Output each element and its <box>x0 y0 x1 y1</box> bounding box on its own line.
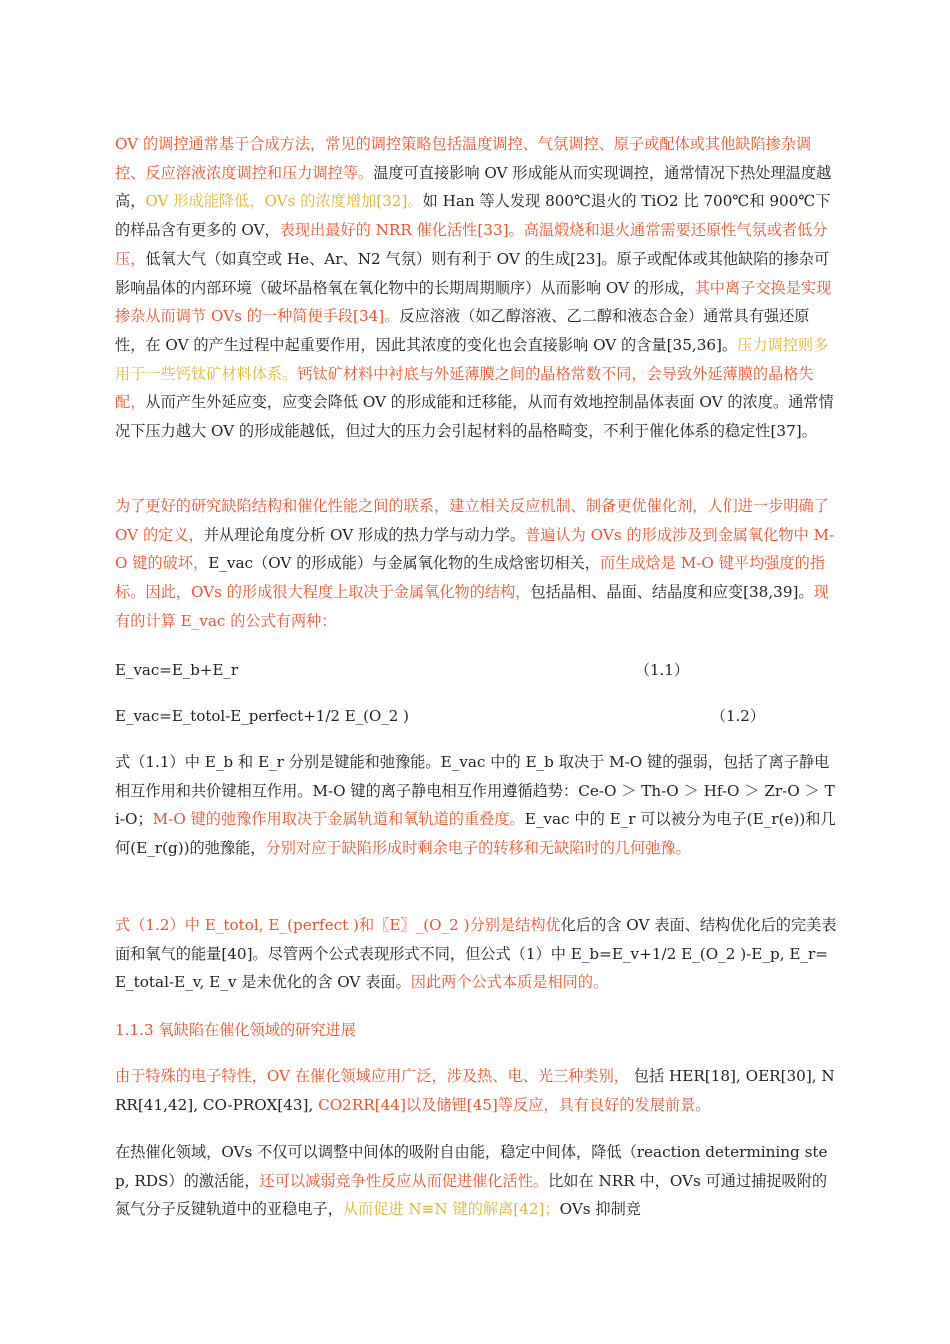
text-run: 如 Han 等人发现 800℃退火的 TiO2 比 700℃和 900℃下的样品含有更多的 OV， <box>115 192 831 240</box>
paragraph-ov-definition <box>115 492 837 636</box>
text-run: 比如在 NRR 中，OVs 可通过捕捉吸附的氮气分子反键轨道中的亚稳电子， <box>115 1171 828 1219</box>
text-run: OVs 抑制竞 <box>559 1200 641 1219</box>
paragraph-catalysis-applications <box>115 1062 837 1119</box>
formula-1-1 <box>115 658 837 682</box>
text-run: E_vac（OV 的形成能）与金属氧化物的生成焓密切相关， <box>208 554 600 573</box>
text-run: 从而促进 N≡N 键的解离[42]； <box>342 1200 560 1219</box>
formula-1-2 <box>115 704 837 728</box>
text-run: 为了更好的研究缺陷结构和催化性能之间的联系，建立相关反应机制、制备更优催化剂，人们进一步明确了 OV 的定义， <box>115 497 829 544</box>
paragraph-thermal-catalysis <box>115 1138 837 1224</box>
text-run: 温度可直接影响 OV 形成能从而实现调控，通常情况下热处理温度越高， <box>115 163 832 211</box>
paragraph-ov-regulation <box>115 130 837 446</box>
text-run: 而生成焓是 M-O 键平均强度的指标。因此，OVs 的形成很大程度上取决于金属氧化物的结构， <box>115 554 826 602</box>
text-run: 在热催化领域，OVs 不仅可以调整中间体的吸附自由能，稳定中间体，降低（reaction determining step, RDS）的激活能， <box>115 1143 828 1190</box>
text-run: 钙钛矿材料中衬底与外延薄膜之间的晶格常数不同，会导致外延薄膜的晶格失配， <box>115 364 814 412</box>
text-run: CO2RR[44]以及储锂[45]等反应，具有良好的发展前景。 <box>313 1095 711 1114</box>
text-run: 式（1.1）中 E_b 和 E_r 分别是键能和弛豫能。E_vac 中的 E_b 取决于 M-O 键的强弱，包括了离子静电相互作用和共价键相互作用。M-O 键的离子静电相互作用遵循趋势：Ce-O ＞ Th-O ＞ Hf-O ＞ Zr-O ＞ Ti-O； <box>115 753 835 829</box>
text-run: 分别对应于缺陷形成时剩余电子的转移和无缺陷时的几何弛豫。 <box>265 839 691 858</box>
text-run: 化后的含 OV 表面、结构优化后的完美表面和氧气的能量[40]。尽管两个公式表现形式不同，但公式（1）中 E_b=E_v+1/2 E_(O_2 )-E_p, E_r=E_total-E_v, E_v 是未优化的含 OV 表面。 <box>115 916 837 992</box>
text-run: 普遍认为 OVs 的形成涉及到金属氧化物中 M-O 键的破坏， <box>115 525 835 573</box>
text-run: 包括晶相、晶面、结晶度和应变[38,39]。 <box>530 583 814 602</box>
text-run: 并从理论角度分析 OV 形成的热力学与动力学。 <box>203 525 526 544</box>
formula-1-2-expression: E_vac=E_totol-E_perfect+1/2 E_(O_2 ) <box>115 707 409 725</box>
text-run: 压力调控则多用于一些钙钛矿材料体系。 <box>115 335 829 383</box>
text-run: 反应溶液（如乙醇溶液、乙二醇和液态合金）通常具有强还原性，在 OV 的产生过程中起重要作用，因此其浓度的变化也会直接影响 OV 的含量[35,36]。 <box>115 307 810 354</box>
text-run: 还可以减弱竞争性反应从而促进催化活性。 <box>259 1171 549 1190</box>
text-run: 其中离子交换是实现掺杂从而调节 OVs 的一种简便手段[34]。 <box>115 278 832 326</box>
text-run: 低氧大气（如真空或 He、Ar、N2 气氛）则有利于 OV 的生成[23]。原子或配体或其他缺陷的掺杂可影响晶体的内部环境（破坏晶格氧在氧化物中的长期周期顺序）从而影响 OV 的形成， <box>115 249 830 297</box>
text-run: E_vac 中的 E_r 可以被分为电子(E_r(e))和几何(E_r(g))的弛豫能， <box>115 810 836 858</box>
text-run: M-O 键的弛豫作用取决于金属轨道和氧轨道的重叠度。 <box>152 810 525 829</box>
text-run: 包括 HER[18], OER[30], NRR[41,42], CO-PROX[43], <box>115 1067 835 1114</box>
formula-1-2-number: （1.2） <box>711 707 765 725</box>
text-run: 从而产生外延应变，应变会降低 OV 的形成能和迁移能，从而有效地控制晶体表面 OV 的浓度。通常情况下压力越大 OV 的形成能越低，但过大的压力会引起材料的晶格畸变，不利于催化体系的稳定性[37]。 <box>115 393 834 441</box>
paragraph-formula-explanation <box>115 748 837 863</box>
paragraph-formula-terms <box>115 911 837 997</box>
text-run: OV 形成能降低，OVs 的浓度增加[32]。 <box>145 192 423 211</box>
text-run: 现有的计算 E_vac 的公式有两种： <box>115 583 829 630</box>
text-run: 式（1.2）中 E_totol, E_(perfect )和〖E〗_(O_2 )分别是结构优 <box>115 916 561 934</box>
formula-1-1-expression: E_vac=E_b+E_r <box>115 661 239 679</box>
text-run: OV 的调控通常基于合成方法，常见的调控策略包括温度调控、气氛调控、原子或配体或其他缺陷掺杂调控、反应溶液浓度调控和压力调控等。 <box>115 135 812 182</box>
section-heading: 1.1.3 氧缺陷在催化领域的研究进展 <box>115 1021 356 1039</box>
text-run: 因此两个公式本质是相同的。 <box>410 973 609 992</box>
text-run: 由于特殊的电子特性，OV 在催化领域应用广泛，涉及热、电、光三种类别， <box>115 1067 629 1085</box>
formula-1-1-number: （1.1） <box>635 661 689 679</box>
text-run: 表现出最好的 NRR 催化活性[33]。高温煅烧和退火通常需要还原性气氛或者低分压， <box>115 221 828 268</box>
